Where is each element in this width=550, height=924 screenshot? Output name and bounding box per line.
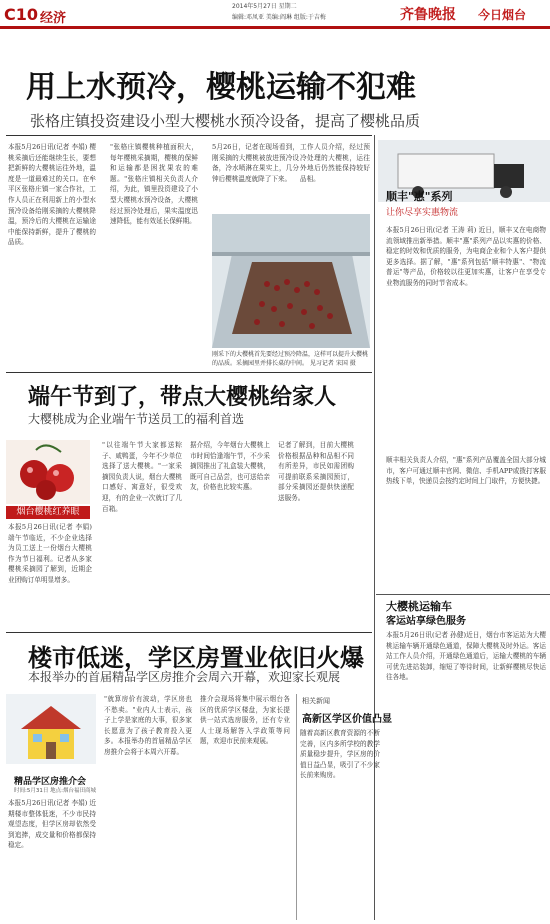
house-photo bbox=[6, 694, 96, 764]
staff-credits: 编辑:邓凤亚 美编:阎琳 组版:于吉梅 bbox=[232, 14, 326, 21]
divider bbox=[6, 372, 372, 373]
header-rule bbox=[0, 26, 550, 29]
related-news-title: 高新区学区价值凸显 bbox=[302, 714, 392, 725]
story2-title: 端午节到了，带点大樱桃给家人 bbox=[28, 385, 337, 410]
related-news-body: 随着高新区教育资源的不断完善，区内多所学校的教学质量稳步提升，学区房的价值日益凸显，吸引了不少家长前来购房。 bbox=[300, 729, 380, 780]
dateline: 2014年5月27日 星期二 bbox=[232, 3, 297, 10]
sidebar2-body: 本报5月26日讯(记者 孙健)近日，烟台市客运站为大樱桃运输车辆开通绿色通道，保障大樱桃及时外运。客运站工作人员介绍，开通绿色通道后，运输大樱桃的车辆可优先进站装卸，缩短了等待时间，让新鲜樱桃尽快运往各地。 bbox=[386, 631, 546, 682]
story2-column-2: "以往端午节大家都送粽子、咸鸭蛋，今年不少单位选择了送大樱桃。"一家采摘园负责人说，烟台大樱桃口感好、寓意好，很受欢迎，有的企业一次就订了几百箱。 bbox=[102, 441, 182, 513]
page-header bbox=[0, 0, 550, 30]
sidebar2-title: 大樱桃运输车 bbox=[386, 600, 452, 613]
cherry-cooling-photo bbox=[212, 214, 370, 348]
column-divider bbox=[296, 694, 297, 920]
related-news-label: 相关新闻 bbox=[302, 697, 330, 705]
divider bbox=[6, 135, 372, 136]
story1-column-4: 工作人员介绍，经过预冷处理的大樱桃，运往外地后仍然能保持较好品相。 bbox=[300, 143, 370, 183]
story1-subtitle: 张格庄镇投资建设小型大樱桃水预冷设备，提高了樱桃品质 bbox=[30, 112, 421, 130]
story3-column-3: 推介会现场将集中展示烟台各区的优质学区楼盘，为家长提供一站式选房服务，还有专业人士现场解答入学政策等问题，欢迎市民前来观展。 bbox=[200, 695, 290, 746]
sidebar-subtitle: 让你尽享实惠物流 bbox=[386, 208, 459, 218]
story1-column-2: "张格庄镇樱桃种植面积大，每年樱桃采摘期，樱桃的保鲜和运输都是困扰果农的难题。"张格庄镇相关负责人介绍，为此，镇里投资建设了小型大樱桃水预冷设备，大樱桃经过预冷处理后，果实温度迅速降低，能有效延长保鲜期。 bbox=[110, 143, 198, 226]
story3-column-2: "就算房价有波动，学区房也不愁卖。"业内人士表示，孩子上学是家庭的大事，很多家长愿意为了孩子教育投入更多。本报举办的首届精品学区房推介会将于本周六开幕。 bbox=[104, 695, 192, 756]
story2-column-1: 本报5月26日讯(记者 李娟) 端午节临近，不少企业选择为员工送上一份烟台大樱桃作为节日福利。记者从多家樱桃采摘园了解到，近期企业团购订单明显增多。 bbox=[8, 523, 92, 584]
section-name: 经济 bbox=[40, 11, 67, 26]
cherry-photo bbox=[6, 440, 90, 504]
divider bbox=[6, 632, 372, 633]
divider bbox=[376, 594, 550, 595]
story2-column-4: 记者了解到，目前大樱桃价格根据品种和品相不同有所差异，市民如需团购可提前联系采摘园预订，部分采摘园还提供快递配送服务。 bbox=[278, 441, 354, 502]
masthead-logo: 齐鲁晚报 bbox=[400, 7, 456, 23]
story1-column-1: 本报5月26日讯(记者 李娟) 樱桃采摘后还能继续生长，要想把新鲜的大樱桃运往外地，温度是一道最难过的关口。在牟平区张格庄镇一家合作社，工作人员正在利用新上的小型水预冷设备给刚采摘的大樱桃降温，预冷后的大樱桃在运输途中能保持新鲜，提升了樱桃的品质。 bbox=[8, 143, 96, 247]
page-number: C10 bbox=[4, 5, 39, 24]
sidebar-body-cont: 顺丰相关负责人介绍，"惠"系列产品覆盖全国大部分城市，客户可通过顺丰官网、微信、手机APP或拨打客服热线下单，快递员会按约定时间上门取件，方便快捷。 bbox=[386, 456, 546, 486]
cherry-photo-label: 烟台樱桃红养眼 bbox=[6, 506, 90, 519]
story3-title: 楼市低迷，学区房置业依旧火爆 bbox=[28, 644, 364, 672]
story3-column-1: 本报5月26日讯(记者 李娟) 近期楼市整体低迷，不少市民持观望态度，但学区房却依然受到追捧，成交量和价格都保持稳定。 bbox=[8, 799, 96, 850]
story2-column-3: 据介绍，今年烟台大樱桃上市时间恰逢端午节，不少采摘园推出了礼盒装大樱桃，既可自己品尝，也可送给亲友，价格也比较实惠。 bbox=[190, 441, 270, 492]
story1-title: 用上水预冷，樱桃运输不犯难 bbox=[26, 70, 416, 105]
sidebar-title: 顺丰"惠"系列 bbox=[386, 190, 453, 203]
sidebar2-subtitle: 客运站享绿色服务 bbox=[386, 616, 466, 627]
house-photo-label: 精品学区房推介会 bbox=[14, 777, 87, 787]
sidebar-body: 本报5月26日讯(记者 王涛 莉) 近日，顺丰又在电商物流领域推出新举措。顺丰"惠"系列产品以实惠的价格、稳定的时效和优质的服务，为电商企业和个人客户提供更多选择。据了解，"惠"系列包括"顺丰特惠"、"物流普运"等产品，价格较以往更加实惠，让客户在享受专业物流服务的同时节省成本。 bbox=[386, 226, 546, 287]
photo-caption: 刚采下的大樱桃首先要经过预冷降温，这样可以提升大樱桃的品质。采摘园里并排长桌的中间。 见习记者 宋国 摄 bbox=[212, 351, 369, 367]
edition-name: 今日烟台 bbox=[478, 8, 527, 22]
event-time-place: 时间:5月31日 地点:烟台福田商城 bbox=[14, 788, 96, 794]
story2-subtitle: 大樱桃成为企业端午节送员工的福利首选 bbox=[28, 412, 245, 426]
story1-column-3: 5月26日，记者在现场看到，刚采摘的大樱桃被放进预冷设备，冷水喷淋在果实上，几分钟后樱桃温度就降了下来。 bbox=[212, 143, 299, 183]
story3-subtitle: 本报举办的首届精品学区房推介会周六开幕，欢迎家长观展 bbox=[28, 670, 341, 684]
